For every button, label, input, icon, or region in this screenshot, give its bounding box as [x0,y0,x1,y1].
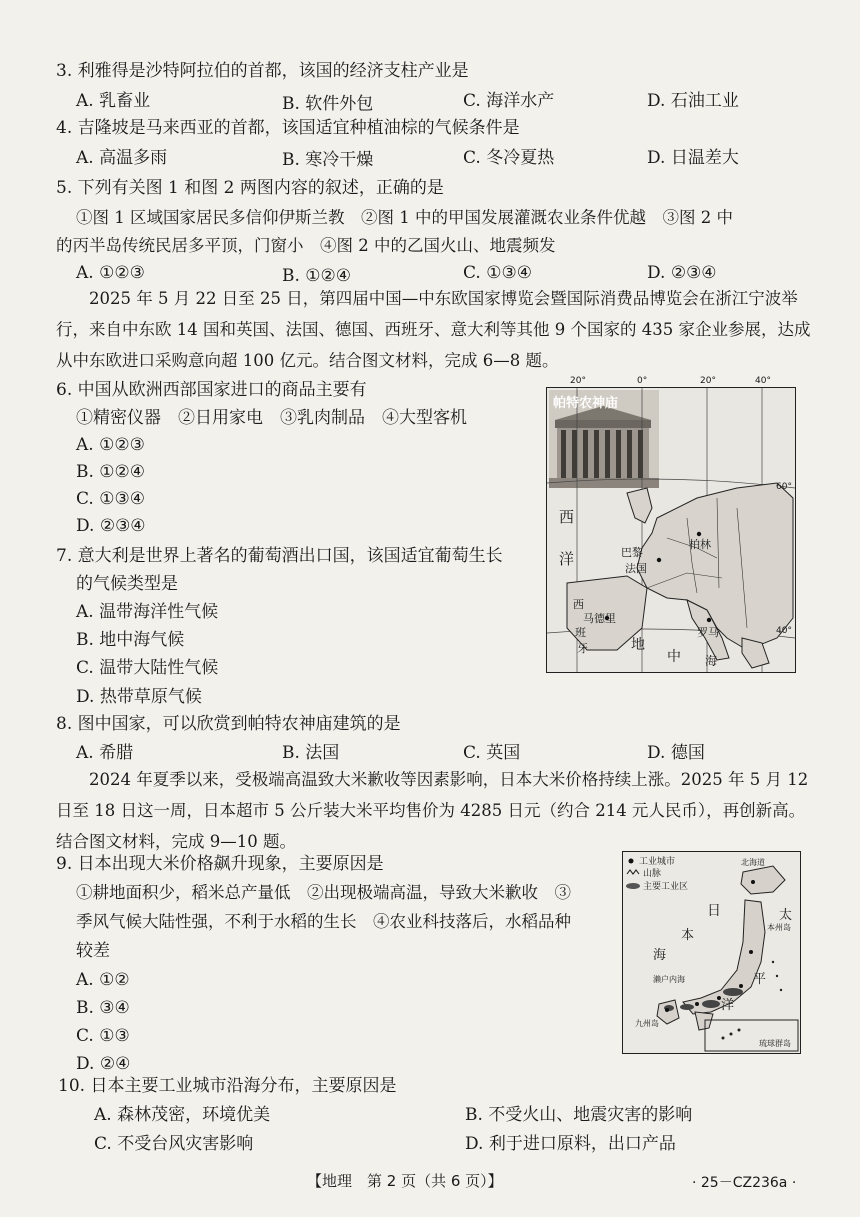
europe-map-title: 帕特农神庙 [553,396,619,411]
hokkaido-shape [741,866,785,894]
q10-option-a: A. 森林茂密，环境优美 [94,1105,271,1125]
q8-option-a: A. 希腊 [76,743,134,763]
label-paris: 巴黎 [621,546,643,559]
q9-option-d: D. ②④ [76,1054,131,1074]
label-ocean-yang: 洋 [721,998,735,1013]
label-spain-3: 牙 [577,642,588,655]
q6-option-c: C. ①③④ [76,489,145,509]
label-sea-hai: 海 [653,948,667,963]
q6-stem: 6. 中国从欧洲西部国家进口的商品主要有 [56,380,367,400]
q5-line2: ①图 1 区域国家居民多信仰伊斯兰教 ②图 1 中的甲国发展灌溉农业条件优越 ③图 2 中 [76,208,733,227]
legend-mountain-symbol [627,870,639,874]
label-ryukyu: 琉球群岛 [759,1039,791,1048]
q10-option-c: C. 不受台风灾害影响 [94,1134,254,1154]
europe-tick-right-2: 40° [776,626,792,636]
q4-option-d: D. 日温差大 [647,148,739,168]
q6-option-b: B. ①②④ [76,462,146,482]
legend-industry-symbol [626,883,640,889]
label-rome: 罗马 [697,626,719,639]
q7-option-b: B. 地中海气候 [76,630,185,650]
q8-option-c: C. 英国 [463,743,521,763]
q4-stem: 4. 吉隆坡是马来西亚的首都，该国适宜种植油棕的气候条件是 [56,118,520,138]
label-madrid: 马德里 [583,612,616,625]
legend-industry-label: 主要工业区 [643,882,689,892]
q9-option-c: C. ①③ [76,1026,130,1046]
q8-option-d: D. 德国 [647,743,705,763]
label-atlantic-xi: 西 [559,508,575,526]
q3-option-b: B. 软件外包 [282,94,374,114]
label-honshu: 本州岛 [767,923,791,932]
legend-city-label: 工业城市 [639,857,676,867]
label-med-1: 地 [631,637,645,653]
q3-option-d: D. 石油工业 [647,91,739,111]
q5-option-d: D. ②③④ [647,263,717,283]
q7-option-a: A. 温带海洋性气候 [76,602,219,622]
label-sea-ri: 日 [707,903,721,919]
q5-stem: 5. 下列有关图 1 和图 2 两图内容的叙述，正确的是 [56,178,444,198]
q8-stem: 8. 图中国家，可以欣赏到帕特农神庙建筑的是 [56,714,401,734]
q3-stem: 3. 利雅得是沙特阿拉伯的首都，该国的经济支柱产业是 [56,61,469,81]
q5-line3: 的丙半岛传统民居多平顶，门窗小 ④图 2 中的乙国火山、地震频发 [56,236,556,255]
q4-option-c: C. 冬冷夏热 [463,148,555,168]
q10-option-d: D. 利于进口原料，出口产品 [465,1134,676,1154]
q6-items: ①精密仪器 ②日用家电 ③乳肉制品 ④大型客机 [76,408,467,428]
q7-stem-line1: 7. 意大利是世界上著名的葡萄酒出口国，该国适宜葡萄生长 [56,546,503,566]
label-ocean-tai: 太 [779,908,793,923]
q6-option-a: A. ①②③ [76,435,145,455]
q7-option-d: D. 热带草原气候 [76,687,202,707]
label-sea-ben: 本 [681,928,695,943]
paper-code: · 25－CZ236a · [692,1175,797,1191]
europe-tick-top-3: 20° [700,376,716,386]
kyushu-shape [657,1000,679,1024]
q9-line2: ①耕地面积少，稻米总产量低 ②出现极端高温，导致大米歉收 ③ [76,883,571,902]
q9-stem: 9. 日本出现大米价格飙升现象，主要原因是 [56,854,384,874]
label-spain-2: 班 [575,626,586,639]
europe-tick-top-4: 40° [755,376,771,386]
label-kyushu: 九州岛 [635,1019,659,1028]
label-spain-1: 西 [573,598,584,611]
q5-option-c: C. ①③④ [463,263,532,283]
legend-city-symbol [629,859,634,864]
q9-option-b: B. ③④ [76,998,130,1018]
page-footer: 【地理 第 2 页（共 6 页）】 [307,1172,503,1190]
label-france: 法国 [625,562,647,575]
q5-option-a: A. ①②③ [76,263,145,283]
q9-option-a: A. ①② [76,970,130,990]
label-atlantic-yang: 洋 [559,550,575,568]
label-berlin: 柏林 [689,538,711,551]
europe-map [546,387,796,673]
q4-option-a: A. 高温多雨 [76,148,168,168]
label-med-2: 中 [667,649,681,665]
q7-stem-line2: 的气候类型是 [76,574,178,594]
europe-tick-top-1: 20° [570,376,586,386]
q9-line4: 较差 [76,941,110,961]
passage-expo: 2025 年 5 月 22 日至 25 日，第四届中国—中东欧国家博览会暨国际消费品博览会在浙江宁波举行，来自中东欧 14 国和英国、法国、德国、西班牙、意大利等其他 9 个国家的 435 家企业参展，达成从中东欧进口采购意向超 100 亿元。结合图文材料，完成 6—8 题。 [56,289,811,370]
label-seto: 濑户内海 [653,975,685,984]
q8-option-b: B. 法国 [282,743,340,763]
q9-line3: 季风气候大陆性强，不利于水稻的生长 ④农业科技落后，水稻品种 [76,912,571,931]
q3-option-c: C. 海洋水产 [463,91,555,111]
label-med-3: 海 [705,654,718,668]
europe-tick-top-2: 0° [637,376,648,386]
label-hokkaido: 北海道 [741,858,765,867]
q10-option-b: B. 不受火山、地震灾害的影响 [465,1105,693,1125]
q10-stem: 10. 日本主要工业城市沿海分布，主要原因是 [58,1076,397,1096]
q7-option-c: C. 温带大陆性气候 [76,658,219,678]
legend-mountain-label: 山脉 [643,869,662,879]
q3-option-a: A. 乳畜业 [76,91,151,111]
label-ocean-ping: 平 [753,972,767,987]
passage-rice: 2024 年夏季以来，受极端高温致大米歉收等因素影响，日本大米价格持续上涨。2025 年 5 月 12 日至 18 日这一周，日本超市 5 公斤装大米平均售价为 4285 日元（约合 214 元人民币），再创新高。结合图文材料，完成 9—10 题。 [56,770,809,851]
europe-tick-right-1: 60° [776,482,792,492]
q4-option-b: B. 寒冷干燥 [282,150,374,170]
q5-option-b: B. ①②④ [282,266,352,286]
japan-map [622,851,801,1054]
q6-option-d: D. ②③④ [76,516,146,536]
